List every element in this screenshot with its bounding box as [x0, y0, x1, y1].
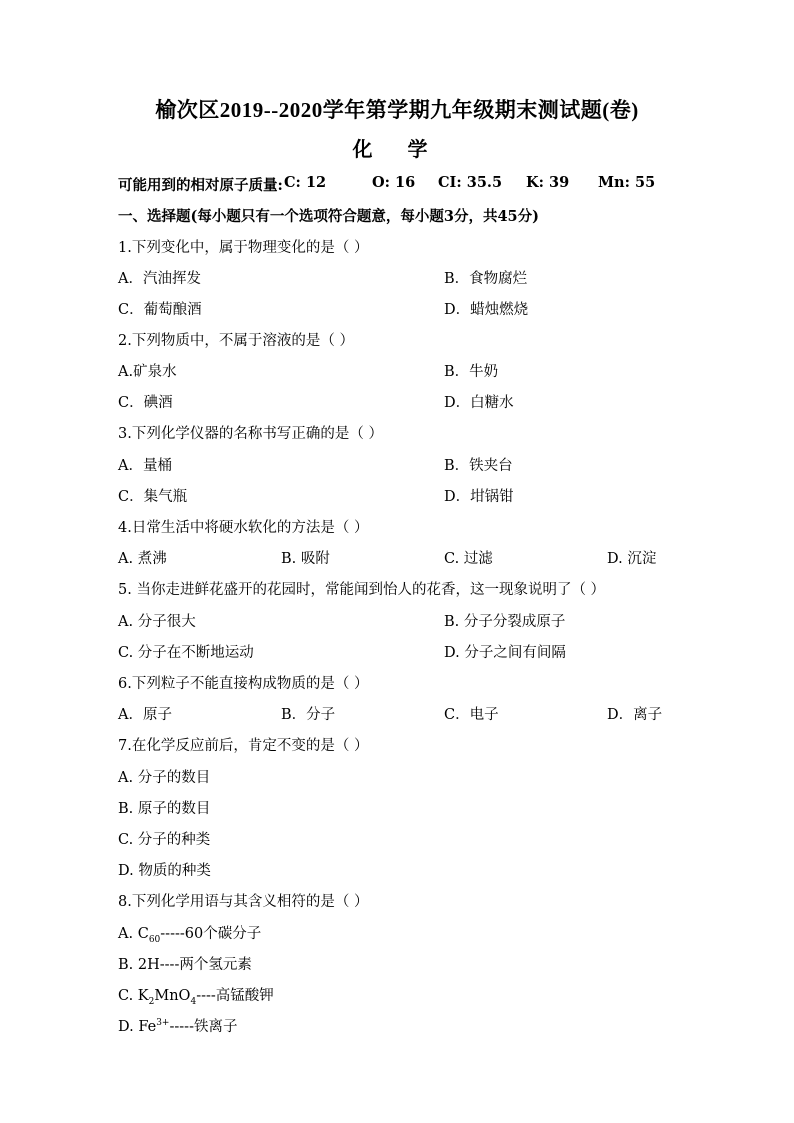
question-8-stem: 8.下列化学用语与其含义相符的是（ ） — [118, 894, 369, 910]
question-6-stem: 6.下列粒子不能直接构成物质的是（ ） — [118, 676, 369, 692]
question-7-option-d: D. 物质的种类 — [118, 863, 211, 879]
option-text: -----60个碳分子 — [160, 926, 262, 942]
question-6-option-a: A．原子 — [118, 707, 172, 723]
atomic-mass-k: K: 39 — [526, 174, 570, 191]
question-1-option-a: A．汽油挥发 — [118, 271, 201, 287]
option-prefix: D. — [118, 1019, 139, 1035]
question-2-option-b: B．牛奶 — [444, 364, 499, 380]
formula-subscript: 60 — [148, 934, 161, 945]
atomic-mass-c: C: 12 — [284, 174, 327, 191]
exam-title: 榆次区2019--2020学年第学期九年级期末测试题(卷) — [155, 98, 639, 122]
formula-symbol: 2H — [137, 957, 160, 973]
question-8-option-b — [118, 953, 252, 974]
section-heading: 一、选择题(每小题只有一个选项符合题意，每小题3分，共45分) — [118, 208, 539, 225]
question-1-option-b: B．食物腐烂 — [444, 271, 528, 287]
formula-symbol: K — [137, 988, 149, 1004]
option-text: -----铁离子 — [169, 1019, 238, 1035]
option-prefix: A. — [118, 926, 138, 942]
option-prefix: C. — [118, 988, 138, 1004]
question-4-stem: 4.日常生活中将硬水软化的方法是（ ） — [118, 520, 369, 536]
question-7-option-c: C. 分子的种类 — [118, 832, 211, 848]
question-2-option-d: D．白糖水 — [444, 395, 514, 411]
formula-symbol: Fe — [138, 1019, 157, 1035]
question-4-option-c: C. 过滤 — [444, 551, 493, 567]
question-6-option-d: D．离子 — [607, 707, 663, 723]
question-3-option-a: A．量桶 — [118, 458, 172, 474]
question-5-stem: 5. 当你走进鲜花盛开的花园时，常能闻到怡人的花香，这一现象说明了（ ） — [118, 582, 606, 598]
atomic-mass-mn: Mn: 55 — [598, 174, 656, 191]
question-3-stem: 3.下列化学仪器的名称书写正确的是（ ） — [118, 426, 383, 442]
atomic-mass-label: 可能用到的相对原子质量: — [118, 177, 283, 194]
question-3-option-d: D．坩锅钳 — [444, 489, 514, 505]
formula-symbol: MnO — [154, 988, 191, 1004]
subject-title: 化 学 — [352, 137, 442, 161]
option-prefix: B. — [118, 957, 138, 973]
question-8-option-d — [118, 1015, 237, 1036]
question-7-stem: 7.在化学反应前后，肯定不变的是（ ） — [118, 738, 369, 754]
question-5-option-a: A. 分子很大 — [118, 614, 196, 630]
question-4-option-b: B. 吸附 — [281, 551, 330, 567]
question-8-option-c — [118, 984, 274, 1007]
question-5-option-b: B. 分子分裂成原子 — [444, 614, 566, 630]
question-3-option-b: B．铁夹台 — [444, 458, 513, 474]
question-1-option-d: D．蜡烛燃烧 — [444, 302, 529, 318]
question-8-option-a — [118, 922, 261, 945]
formula-symbol: C — [137, 926, 149, 942]
question-5-option-d: D. 分子之间有间隔 — [444, 645, 566, 661]
question-6-option-c: C．电子 — [444, 707, 499, 723]
question-1-stem: 1.下列变化中，属于物理变化的是（ ） — [118, 240, 369, 256]
question-2-option-c: C．碘酒 — [118, 395, 173, 411]
question-4-option-a: A. 煮沸 — [118, 551, 167, 567]
question-7-option-a: A. 分子的数目 — [118, 770, 211, 786]
option-text: ----两个氢元素 — [159, 957, 252, 973]
question-6-option-b: B．分子 — [281, 707, 336, 723]
atomic-mass-o: O: 16 — [372, 174, 416, 191]
option-text: ----高锰酸钾 — [196, 988, 274, 1004]
question-7-option-b: B. 原子的数目 — [118, 801, 211, 817]
formula-superscript: 3+ — [156, 1018, 170, 1029]
question-5-option-c: C. 分子在不断地运动 — [118, 645, 254, 661]
formula-subscript: 4 — [190, 996, 197, 1007]
atomic-mass-cl: CI: 35.5 — [438, 174, 503, 191]
question-3-option-c: C．集气瓶 — [118, 489, 188, 505]
question-1-option-c: C．葡萄酿酒 — [118, 302, 202, 318]
question-2-option-a: A.矿泉水 — [118, 364, 177, 380]
question-2-stem: 2.下列物质中，不属于溶液的是（ ） — [118, 333, 354, 349]
question-4-option-d: D. 沉淀 — [607, 551, 657, 567]
formula-subscript: 2 — [148, 996, 155, 1007]
